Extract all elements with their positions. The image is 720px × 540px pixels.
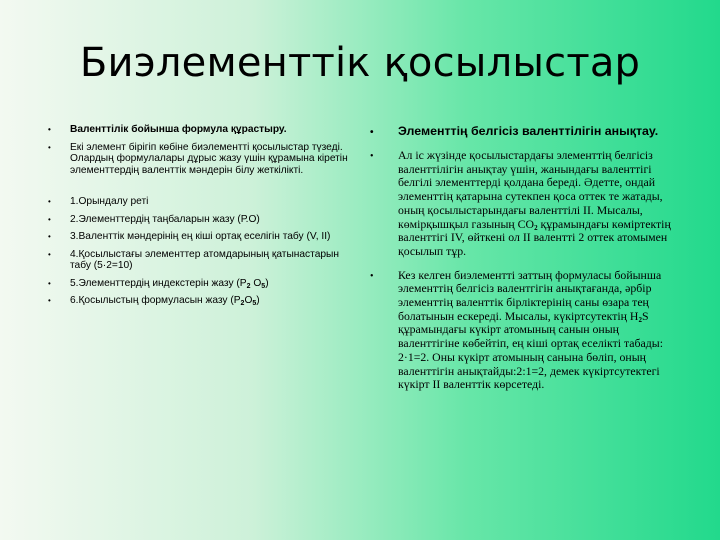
list-item bbox=[48, 196, 348, 208]
list-item-text-post: ) bbox=[265, 277, 269, 289]
list-item-text: Валенттілік бойынша формула құрастыру. bbox=[70, 124, 287, 135]
list-item bbox=[48, 142, 348, 177]
list-item-text: Екі элемент бірігіп көбіне биэлементті қосылыстар түзеді. Олардың формулалары дұрыс жазу үшін құрамына кіретін элементтердің валенттік мәндерін білу жеткілікті. bbox=[70, 141, 348, 176]
paragraph-text: Кез келген биэлементті заттың формуласы бойынша элементтің белгісіз валентгігін анықтағанда, әрбір элементтің валенттік бірліктерінің саны өзара тең болатынын ескереді. Мысалы, күкіртсутектің Н bbox=[398, 267, 662, 323]
bullet-icon: • bbox=[370, 127, 374, 138]
bullet-icon: • bbox=[48, 249, 51, 259]
subscript: 2 bbox=[534, 223, 538, 232]
right-column bbox=[370, 124, 680, 402]
list-item-paragraph bbox=[370, 269, 680, 392]
paragraph-text: Ал іс жүзінде қосылыстардағы элементтің белгісіз валенттілігін анықтау үшін, жанындағы валенттігі белгілі элементтерді қолдана береді. Әдетте, ондай элементтің қатарына сутекпен қоса оттек те жатады, оның қосылыстарындағы валенттілі II. Мысалы, көмірқышқыл газының СО bbox=[398, 148, 663, 231]
bullet-icon: • bbox=[370, 270, 374, 282]
list-item bbox=[48, 124, 348, 136]
list-item bbox=[48, 249, 348, 272]
bullet-icon: • bbox=[370, 151, 374, 162]
bullet-icon: • bbox=[48, 296, 51, 305]
list-item-text-pre: 6.Қосылыстың формуласын жазу (Р bbox=[70, 295, 241, 306]
right-bullet-list bbox=[370, 124, 680, 392]
paragraph-text-post: S құрамындағы күкірт атомының санын оның валенттігіне көбейтіп, ең кіші ортақ еселікті табады: 2·1=2. Оны күкірт атомының санына бөліп, оның валенттігін анықтайды:2:1=2, демек күкіртсутектегі күкірт II валенттік көрсетеді. bbox=[398, 308, 663, 392]
slide-title: Биэлементтік қосылыстар bbox=[79, 40, 641, 86]
paragraph-text-post: құрамындағы көміртектің валенттігі IV, өйткені ол II валентті 2 оттек атомымен қосылып тұр. bbox=[398, 216, 671, 258]
list-item bbox=[48, 214, 348, 226]
list-item-paragraph bbox=[370, 149, 680, 259]
left-column bbox=[48, 124, 348, 313]
bullet-icon: • bbox=[48, 197, 51, 206]
list-item-text: 1.Орындалу реті bbox=[70, 196, 149, 207]
list-item-text-mid: О bbox=[250, 277, 262, 289]
list-item-text: 2.Элементтердің таңбаларын жазу (Р.О) bbox=[70, 213, 260, 225]
list-item bbox=[48, 295, 348, 307]
list-item-text-mid: О bbox=[244, 295, 253, 306]
bullet-icon: • bbox=[48, 232, 51, 241]
list-item bbox=[48, 278, 348, 290]
bullet-icon: • bbox=[48, 214, 51, 224]
bullet-icon: • bbox=[48, 142, 51, 152]
subscript: 2 bbox=[246, 282, 251, 290]
list-item-text-pre: 5.Элементтердің индекстерін жазу (Р bbox=[70, 277, 247, 289]
left-bullet-list bbox=[48, 124, 348, 307]
bullet-icon: • bbox=[48, 278, 51, 288]
subscript: 5 bbox=[261, 282, 266, 290]
heading-text: Элементтің белгісіз валенттілігін анықтау. bbox=[398, 124, 659, 138]
subscript: 5 bbox=[252, 300, 257, 307]
list-item-text: 3.Валенттік мәндерінің ең кіші ортақ еселігін табу (V, II) bbox=[70, 231, 331, 242]
bullet-icon: • bbox=[48, 125, 51, 134]
list-item-heading bbox=[370, 124, 680, 139]
subscript: 2 bbox=[240, 300, 245, 307]
subscript: 2 bbox=[638, 315, 642, 324]
list-item-text: 4.Қосылыстағы элементтер атомдарының қатынастарын табу (5·2=10) bbox=[70, 248, 339, 271]
list-item bbox=[48, 231, 348, 243]
list-item-text-post: ) bbox=[256, 295, 260, 306]
